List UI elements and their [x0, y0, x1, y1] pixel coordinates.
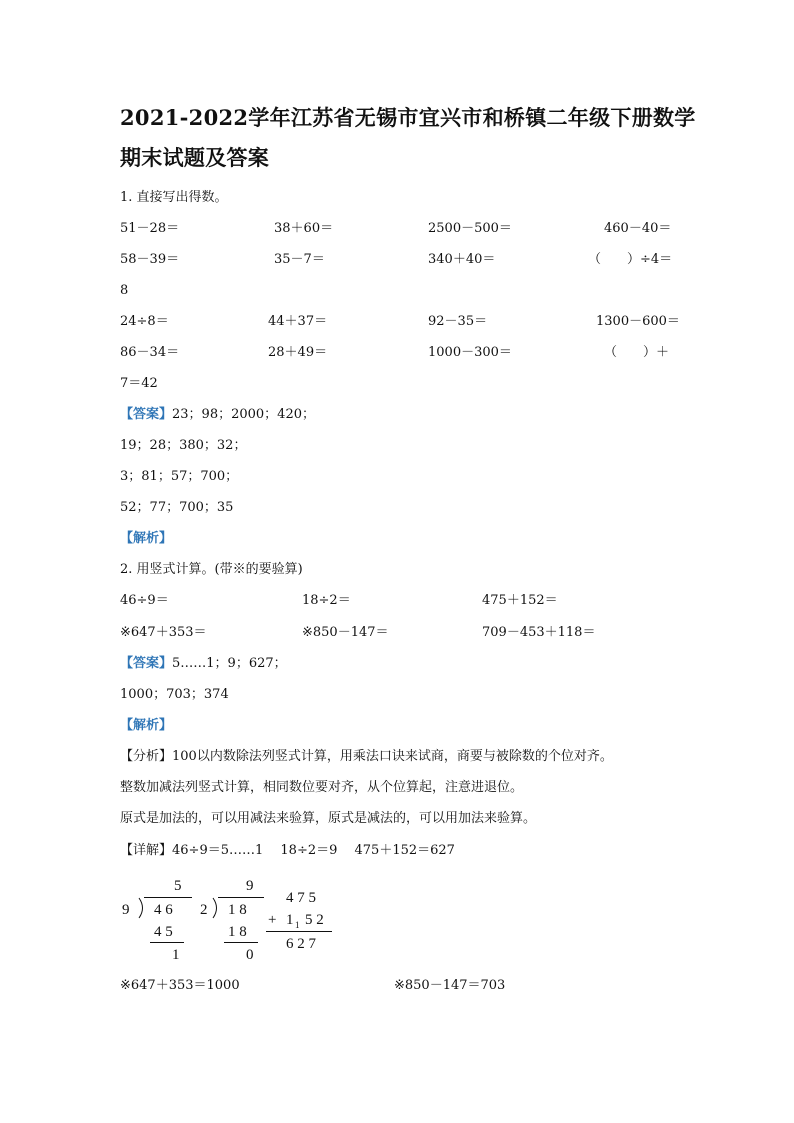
q1-item: （ ）÷4＝: [588, 252, 673, 267]
div2-quotient: 9: [246, 878, 254, 894]
q2-item: 18÷2＝: [302, 593, 351, 608]
xiangjie-text: 46÷9＝5……1 18÷2＝9 475＋152＝627: [172, 843, 455, 858]
div1-bracket: [138, 897, 148, 919]
div1-quotient: 5: [174, 878, 182, 894]
add-underline: [266, 931, 332, 932]
q2-item: 709－453＋118＝: [482, 625, 596, 640]
q1-analysis-tag: 【解析】: [120, 531, 173, 546]
q1-item: 58－39＝: [120, 252, 180, 267]
div1-bar: [144, 897, 192, 898]
div2-underline: [224, 942, 258, 943]
q2-item: 475＋152＝: [482, 593, 558, 608]
div1-divisor: 9: [122, 902, 130, 918]
q2-answer-line: 1000；703；374: [120, 687, 229, 702]
fenxi-text: 100以内数除法列竖式计算，用乘法口诀来试商，商要与被除数的个位对齐。: [172, 749, 613, 764]
q2-item: ※850－147＝: [302, 625, 389, 640]
div2-divisor: 2: [200, 902, 208, 918]
page-title-line2: 期末试题及答案: [120, 145, 270, 170]
q2-check-left: ※647＋353＝1000: [120, 978, 240, 993]
xiangjie-tag: 【详解】: [120, 843, 173, 858]
q2-text-line: 整数加减法列竖式计算，相同数位要对齐，从个位算起，注意进退位。: [120, 780, 524, 795]
add-bottom-hundreds: 1: [286, 912, 294, 928]
q1-item: 44＋37＝: [268, 314, 328, 329]
q2-fenxi-line: [120, 749, 613, 765]
answer-tag: 【答案】: [120, 407, 173, 422]
q1-item: 35－7＝: [274, 252, 325, 267]
q1-item: 92－35＝: [428, 314, 488, 329]
div1-underline: [150, 942, 184, 943]
q1-wrap: 8: [120, 283, 129, 298]
div1-product: 4 5: [154, 924, 173, 940]
q2-answer-line: [120, 656, 287, 672]
div2-bar: [218, 897, 264, 898]
page-title-line1: 2021-2022学年江苏省无锡市宜兴市和桥镇二年级下册数学: [120, 105, 696, 130]
answer-tag: 【答案】: [120, 656, 173, 671]
q1-item: 1000－300＝: [428, 345, 512, 360]
q1-item: 1300－600＝: [596, 314, 680, 329]
q1-wrap: 7＝42: [120, 376, 158, 391]
q2-heading: 2. 用竖式计算。(带※的要验算): [120, 562, 303, 577]
q1-item: （ ）＋: [604, 345, 670, 360]
q1-heading: 1. 直接写出得数。: [120, 190, 228, 205]
q1-answer-line: 3；81；57；700；: [120, 469, 239, 484]
div2-bracket: [212, 897, 222, 919]
add-bottom-rest: 5 2: [305, 912, 324, 928]
answer-text: 5……1；9；627；: [172, 656, 287, 671]
q1-answer-line: 19；28；380；32；: [120, 438, 247, 453]
div1-dividend: 4 6: [154, 902, 173, 918]
q2-analysis-tag: 【解析】: [120, 718, 173, 733]
add-top: 4 7 5: [286, 890, 316, 906]
q1-item: 51－28＝: [120, 221, 180, 236]
q1-answer-line: [120, 407, 315, 423]
answer-text: 23；98；2000；420；: [172, 407, 315, 422]
add-plus: +: [268, 912, 277, 928]
q2-item: 46÷9＝: [120, 593, 169, 608]
div2-remainder: 0: [246, 947, 254, 963]
q1-item: 38＋60＝: [274, 221, 334, 236]
q2-xiangjie-line: [120, 843, 455, 859]
add-carry: 1: [295, 920, 300, 930]
q1-item: 24÷8＝: [120, 314, 169, 329]
div2-dividend: 1 8: [228, 902, 247, 918]
q2-item: ※647＋353＝: [120, 625, 207, 640]
add-result: 6 2 7: [286, 936, 316, 952]
vertical-calculation-figure: [110, 873, 350, 968]
q1-item: 28＋49＝: [268, 345, 328, 360]
q1-answer-line: 52；77；700；35: [120, 500, 234, 515]
q1-item: 340＋40＝: [428, 252, 496, 267]
fenxi-tag: 【分析】: [120, 749, 173, 764]
q1-item: 86－34＝: [120, 345, 180, 360]
q1-item: 460－40＝: [604, 221, 672, 236]
q1-item: 2500－500＝: [428, 221, 512, 236]
q2-text-line: 原式是加法的，可以用减法来验算，原式是减法的，可以用加法来验算。: [120, 811, 537, 826]
div2-product: 1 8: [228, 924, 247, 940]
div1-remainder: 1: [172, 947, 180, 963]
q2-check-right: ※850－147＝703: [394, 978, 506, 993]
